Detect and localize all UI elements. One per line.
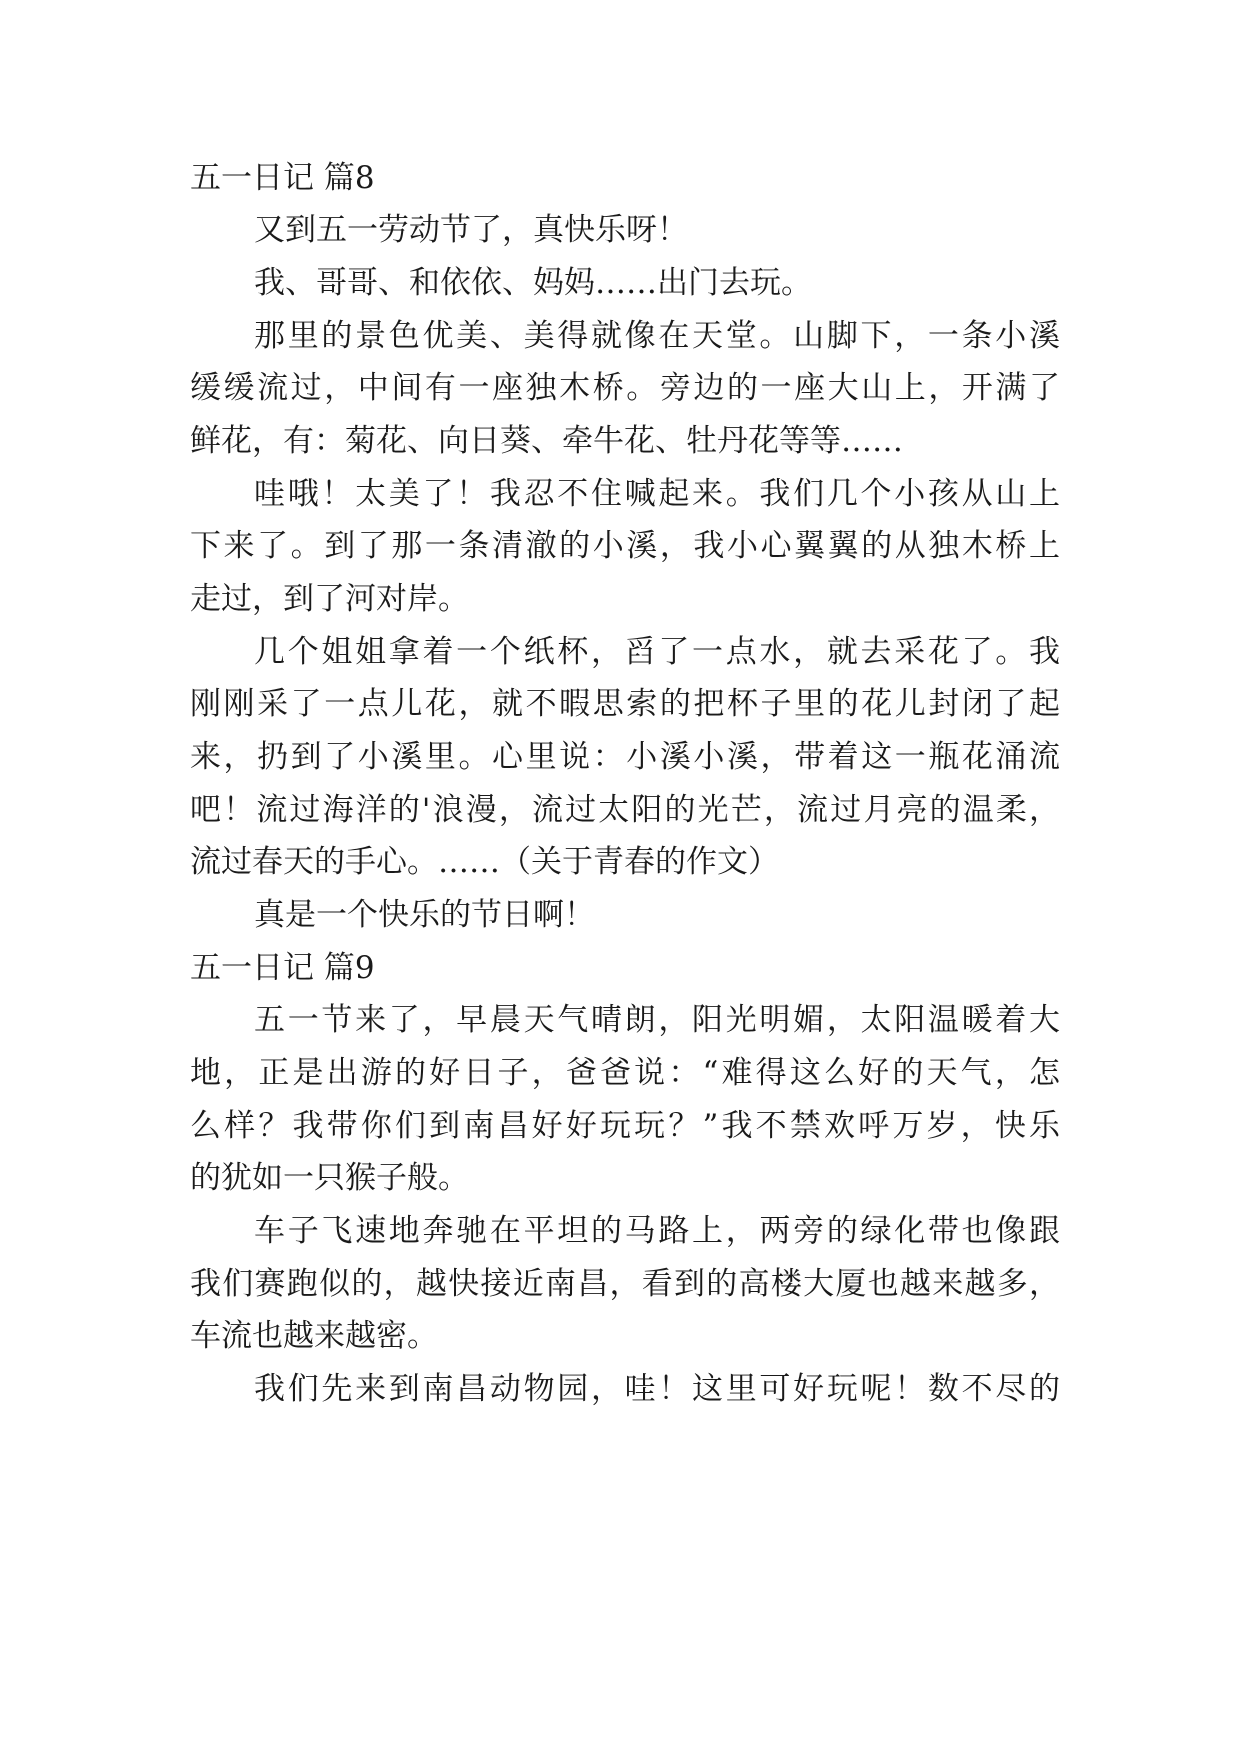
paragraph-line: 我们赛跑似的，越快接近南昌，看到的高楼大厦也越来越多， <box>190 1266 1060 1302</box>
paragraph-line: 哇哦！太美了！我忍不住喊起来。我们几个小孩从山上 <box>254 476 1060 512</box>
paragraph-line: 来，扔到了小溪里。心里说：小溪小溪，带着这一瓶花涌流 <box>190 739 1060 775</box>
paragraph-line: 我们先来到南昌动物园，哇！这里可好玩呢！数不尽的 <box>254 1371 1060 1407</box>
paragraph-line: 鲜花，有：菊花、向日葵、牵牛花、牡丹花等等…… <box>190 423 903 459</box>
paragraph-line: 又到五一劳动节了，真快乐呀！ <box>254 212 688 248</box>
paragraph-line: 地，正是出游的好日子，爸爸说：“难得这么好的天气，怎 <box>190 1055 1060 1091</box>
paragraph-line: 的犹如一只猴子般。 <box>190 1160 469 1196</box>
paragraph-line: 吧！流过海洋的'浪漫，流过太阳的光芒，流过月亮的温柔， <box>190 792 1060 828</box>
article-8-title: 五一日记 篇8 <box>190 160 375 196</box>
paragraph-line: 我、哥哥、和依依、妈妈……出门去玩。 <box>254 265 812 301</box>
paragraph-line: 下来了。到了那一条清澈的小溪，我小心翼翼的从独木桥上 <box>190 528 1060 564</box>
paragraph-line: 缓缓流过，中间有一座独木桥。旁边的一座大山上，开满了 <box>190 370 1060 406</box>
paragraph-line: 真是一个快乐的节日啊！ <box>254 897 595 933</box>
paragraph-line: 流过春天的手心。……（关于青春的作文） <box>190 844 779 880</box>
paragraph-line: 车子飞速地奔驰在平坦的马路上，两旁的绿化带也像跟 <box>254 1213 1060 1249</box>
paragraph-line: 那里的景色优美、美得就像在天堂。山脚下，一条小溪 <box>254 318 1060 354</box>
paragraph-line: 车流也越来越密。 <box>190 1318 438 1354</box>
paragraph-line: 么样？我带你们到南昌好好玩玩？”我不禁欢呼万岁，快乐 <box>190 1108 1060 1144</box>
paragraph-line: 几个姐姐拿着一个纸杯，舀了一点水，就去采花了。我 <box>254 634 1060 670</box>
article-9-title: 五一日记 篇9 <box>190 950 375 986</box>
paragraph-line: 走过，到了河对岸。 <box>190 581 469 617</box>
paragraph-line: 刚刚采了一点儿花，就不暇思索的把杯子里的花儿封闭了起 <box>190 686 1060 722</box>
paragraph-line: 五一节来了，早晨天气晴朗，阳光明媚，太阳温暖着大 <box>254 1002 1060 1038</box>
